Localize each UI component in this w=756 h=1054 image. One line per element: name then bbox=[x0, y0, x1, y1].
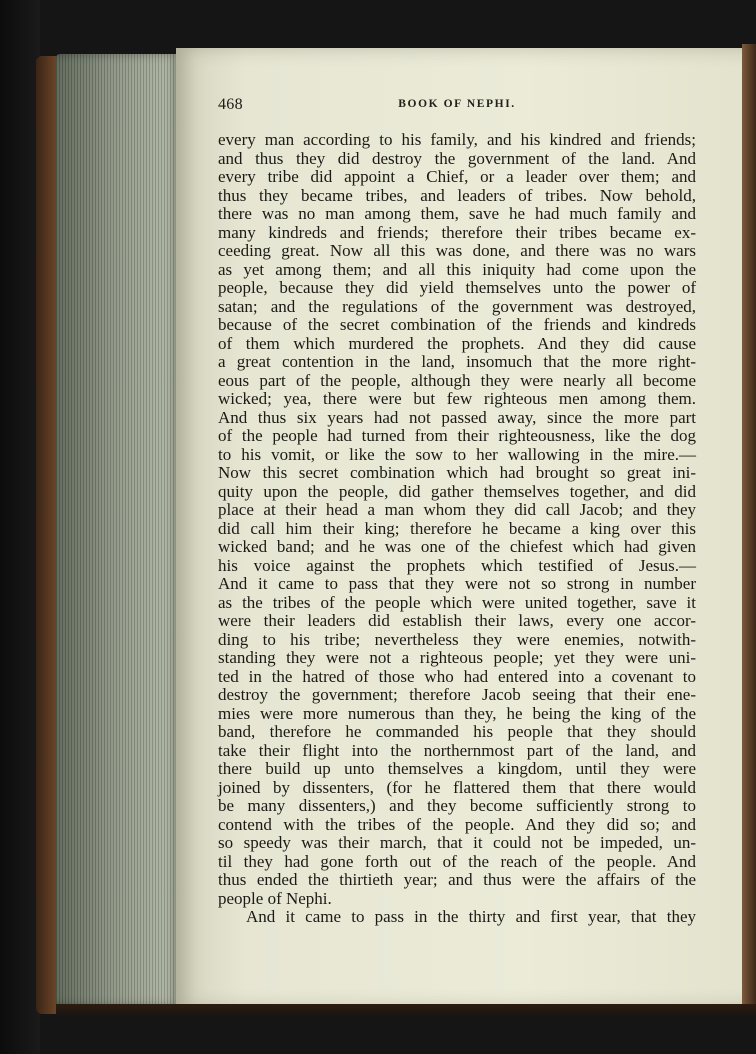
text-line: many kindreds and friends; therefore their tribes became ex- bbox=[218, 222, 696, 242]
text-line: to his vomit, or like the sow to her wallowing in the mire.— bbox=[218, 444, 696, 464]
text-line: eous part of the people, although they were nearly all become bbox=[218, 370, 696, 390]
text-line: joined by dissenters, (for he flattered them that there would bbox=[218, 777, 696, 797]
text-line: standing they were not a righteous people; yet they were uni- bbox=[218, 648, 696, 667]
text-line: ding to his tribe; nevertheless they were enemies, notwith- bbox=[218, 629, 696, 649]
text-line: people, because they did yield themselves unto the power of bbox=[218, 278, 696, 297]
text-line: every tribe did appoint a Chief, or a leader over them; and bbox=[218, 167, 696, 186]
text-line: destroy the government; therefore Jacob seeing that their ene- bbox=[218, 685, 696, 704]
text-line: there build up unto themselves a kingdom, until they were bbox=[218, 759, 696, 778]
text-line: there was no man among them, save he had much family and bbox=[218, 204, 696, 223]
page-stack-edges bbox=[56, 54, 180, 1006]
text-line: And it came to pass that they were not so strong in number bbox=[218, 574, 696, 593]
text-line: mies were more numerous than they, he being the king of the bbox=[218, 703, 696, 723]
scan-background-left bbox=[0, 0, 40, 1054]
text-line: wicked band; and he was one of the chiefest which had given bbox=[218, 537, 696, 556]
text-line: were their leaders did establish their laws, every one accor- bbox=[218, 611, 696, 630]
text-line: so speedy was their march, that it could not be impeded, un- bbox=[218, 833, 696, 852]
text-line: And thus six years had not passed away, since the more part bbox=[218, 407, 696, 427]
text-line: ted in the hatred of those who had entered into a covenant to bbox=[218, 666, 696, 686]
running-title: BOOK OF NEPHI. bbox=[398, 98, 516, 110]
book-binding-right bbox=[742, 44, 756, 1014]
text-line: did call him their king; therefore he became a king over this bbox=[218, 518, 696, 538]
text-line: be many dissenters,) and they become sufficiently strong to bbox=[218, 796, 696, 815]
text-line-paragraph-end: people of Nephi. bbox=[218, 888, 332, 908]
text-line-paragraph-start: And it came to pass in the thirty and first year, that they bbox=[246, 907, 696, 926]
text-line: and thus they did destroy the government of the land. And bbox=[218, 148, 696, 168]
text-line: of the people had turned from their righteousness, like the dog bbox=[218, 426, 696, 445]
text-line: til they had gone forth out of the reach of the people. And bbox=[218, 851, 696, 871]
text-line: satan; and the regulations of the government was destroyed, bbox=[218, 296, 696, 316]
text-line: wicked; yea, there were but few righteous men among them. bbox=[218, 389, 696, 408]
text-line: take their flight into the northernmost part of the land, and bbox=[218, 740, 696, 760]
text-line: Now this secret combination which had brought so great ini- bbox=[218, 463, 696, 482]
book-bottom-edge bbox=[56, 1004, 756, 1018]
text-line: contend with the tribes of the people. And they did so; and bbox=[218, 814, 696, 834]
text-line: ceeding great. Now all this was done, and there was no wars bbox=[218, 241, 696, 260]
text-line: of them which murdered the prophets. And they did cause bbox=[218, 333, 696, 353]
text-line: quity upon the people, did gather themselves together, and did bbox=[218, 481, 696, 501]
text-line: a great contention in the land, insomuch that the more right- bbox=[218, 352, 696, 371]
body-text bbox=[218, 131, 696, 927]
text-line: as yet among them; and all this iniquity had come upon the bbox=[218, 259, 696, 279]
text-line: his voice against the prophets which testified of Jesus.— bbox=[218, 555, 696, 575]
page-header bbox=[218, 96, 696, 118]
text-line: because of the secret combination of the friends and kindreds bbox=[218, 315, 696, 334]
text-line: band, therefore he commanded his people that they should bbox=[218, 722, 696, 741]
text-line: every man according to his family, and his kindred and friends; bbox=[218, 130, 696, 149]
text-line: thus ended the thirtieth year; and thus were the affairs of the bbox=[218, 870, 696, 889]
text-line: thus they became tribes, and leaders of tribes. Now behold, bbox=[218, 185, 696, 205]
text-line: place at their head a man whom they did call Jacob; and they bbox=[218, 500, 696, 519]
page-number: 468 bbox=[218, 96, 243, 113]
text-line: as the tribes of the people which were united together, save it bbox=[218, 592, 696, 612]
